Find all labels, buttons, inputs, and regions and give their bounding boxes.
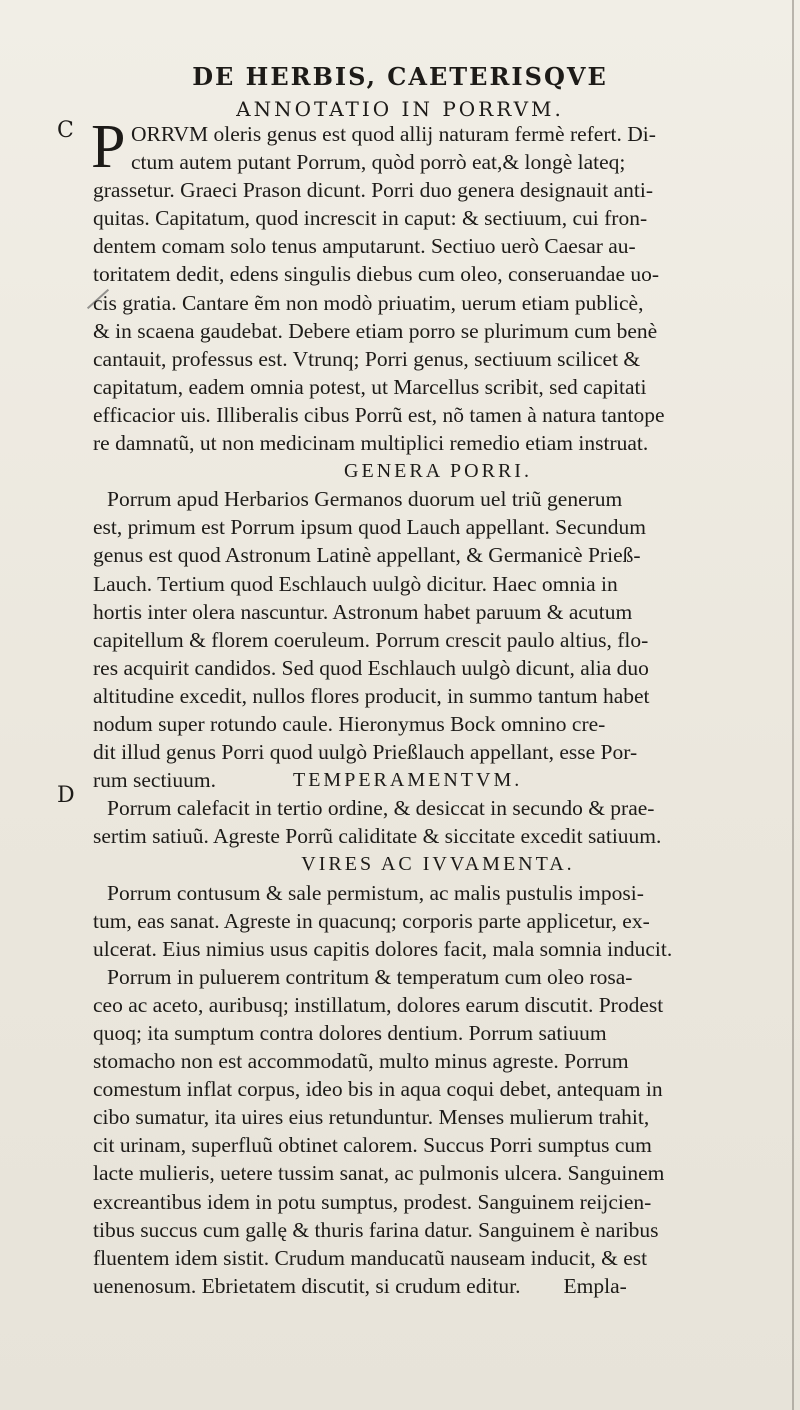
text-block — [91, 113, 783, 1300]
text-line: lacte mulieris, uetere tussim sanat, ac pulmonis ulcera. Sanguinem — [93, 1161, 665, 1186]
text-line: sertim satiuũ. Agreste Porrũ caliditate & siccitate excedit satiuum. — [93, 824, 662, 849]
section-heading-vires: VIRES AC IVVAMENTA. — [301, 853, 575, 876]
chapter-title: ANNOTATIO IN PORRVM. — [236, 97, 564, 121]
text-line: cantauit, professus est. Vtrunq; Porri genus, sectiuum scilicet & — [93, 346, 641, 371]
section-heading-temperamentum: TEMPERAMENTVM. — [293, 769, 523, 792]
text-line-with-heading — [93, 766, 783, 794]
text-line: Porrum calefacit in tertio ordine, & desiccat in secundo & prae- — [107, 796, 655, 821]
text-line: est, primum est Porrum ipsum quod Lauch appellant. Secundum — [93, 515, 646, 540]
text-line: re damnatũ, ut non medicinam multiplici remedio etiam instruat. — [93, 431, 649, 456]
text-line: genus est quod Astronum Latinè appellant, & Germanicè Prieß- — [93, 543, 641, 568]
text-line: altitudine excedit, nullos flores producit, in summo tantum habet — [93, 683, 650, 708]
text-line: stomacho non est accommodatũ, multo minus agreste. Porrum — [93, 1049, 629, 1074]
text-line: nodum super rotundo caule. Hieronymus Bock omnino cre- — [93, 711, 606, 736]
text-line: capitatum, eadem omnia potest, ut Marcellus scribit, sed capitati — [93, 374, 647, 399]
text-line: toritatem dedit, edens singulis diebus cum oleo, conseruandae uo- — [93, 262, 660, 287]
text-line: ORRVM oleris genus est quod allij naturam fermè refert. Di- — [131, 122, 656, 146]
text-fragment: rum sectiuum. — [93, 768, 217, 793]
text-line: cibo sumatur, ita uires eius retunduntur. Menses mulierum trahit, — [93, 1105, 650, 1130]
text-line: dit illud genus Porri quod uulgò Prießlauch appellant, esse Por- — [93, 740, 638, 765]
section-heading-genera: GENERA PORRI. — [344, 460, 532, 483]
text-line: res acquirit candidos. Sed quod Eschlauch uulgò dicunt, alia duo — [93, 655, 649, 680]
text-line: capitellum & florem coeruleum. Porrum crescit paulo altius, flo- — [93, 627, 649, 652]
running-head: DE HERBIS, CAETERISQVE — [192, 62, 608, 91]
text-line: tibus succus cum gallę & thuris farina datur. Sanguinem è naribus — [93, 1217, 659, 1242]
text-line: dentem comam solo tenus amputarunt. Sectiuo uerò Caesar au- — [93, 234, 636, 259]
text-line: hortis inter olera nascuntur. Astronum habet paruum & acutum — [93, 599, 633, 624]
text-line: cit urinam, superfluũ obtinet calorem. Succus Porri sumptus cum — [93, 1133, 652, 1158]
text-line: comestum inflat corpus, ideo bis in aqua coqui debet, antequam in — [93, 1077, 663, 1102]
text-line: ctum autem putant Porrum, quòd porrò eat,& longè lateq; — [131, 150, 626, 175]
text-line: uenenosum. Ebrietatem discutit, si crudum editur. Empla- — [93, 1273, 627, 1298]
text-line: Lauch. Tertium quod Eschlauch uulgò dicitur. Haec omnia in — [93, 571, 618, 596]
text-line: & in scaena gaudebat. Debere etiam porro se plurimum cum benè — [93, 318, 658, 343]
margin-letter-d: D — [57, 783, 75, 808]
text-line: quitas. Capitatum, quod increscit in caput: & sectiuum, cui fron- — [93, 206, 648, 231]
text-line: Porrum apud Herbarios Germanos duorum uel triũ generum — [107, 487, 623, 512]
text-line: ulcerat. Eius nimius usus capitis dolores facit, mala somnia inducit. — [93, 936, 673, 961]
text-line: cis gratia. Cantare ẽm non modò priuatim, uerum etiam publicè, — [93, 290, 644, 315]
margin-letter-c: C — [57, 118, 74, 143]
text-line: tum, eas sanat. Agreste in quacunq; corporis parte applicetur, ex- — [93, 908, 650, 933]
text-line: excreantibus idem in potu sumptus, prodest. Sanguinem reijcien- — [93, 1189, 652, 1214]
text-line: Porrum contusum & sale permistum, ac malis pustulis imposi- — [107, 880, 644, 905]
text-line: efficacior uis. Illiberalis cibus Porrũ est, nõ tamen à natura tantope — [93, 402, 665, 427]
text-line: fluentem idem sistit. Crudum manducatũ nauseam inducit, & est — [93, 1245, 648, 1270]
text-line: quoq; ita sumptum contra dolores dentium. Porrum satiuum — [93, 1021, 607, 1045]
drop-capital: P — [91, 113, 126, 181]
text-line: grassetur. Graeci Prason dicunt. Porri duo genera designauit anti- — [93, 178, 654, 203]
text-line: Porrum in puluerem contritum & temperatum cum oleo rosa- — [107, 964, 633, 989]
text-line: ceo ac aceto, auribusq; instillatum, dolores earum discutit. Prodest — [93, 992, 664, 1017]
page-edge-line — [792, 0, 794, 1410]
